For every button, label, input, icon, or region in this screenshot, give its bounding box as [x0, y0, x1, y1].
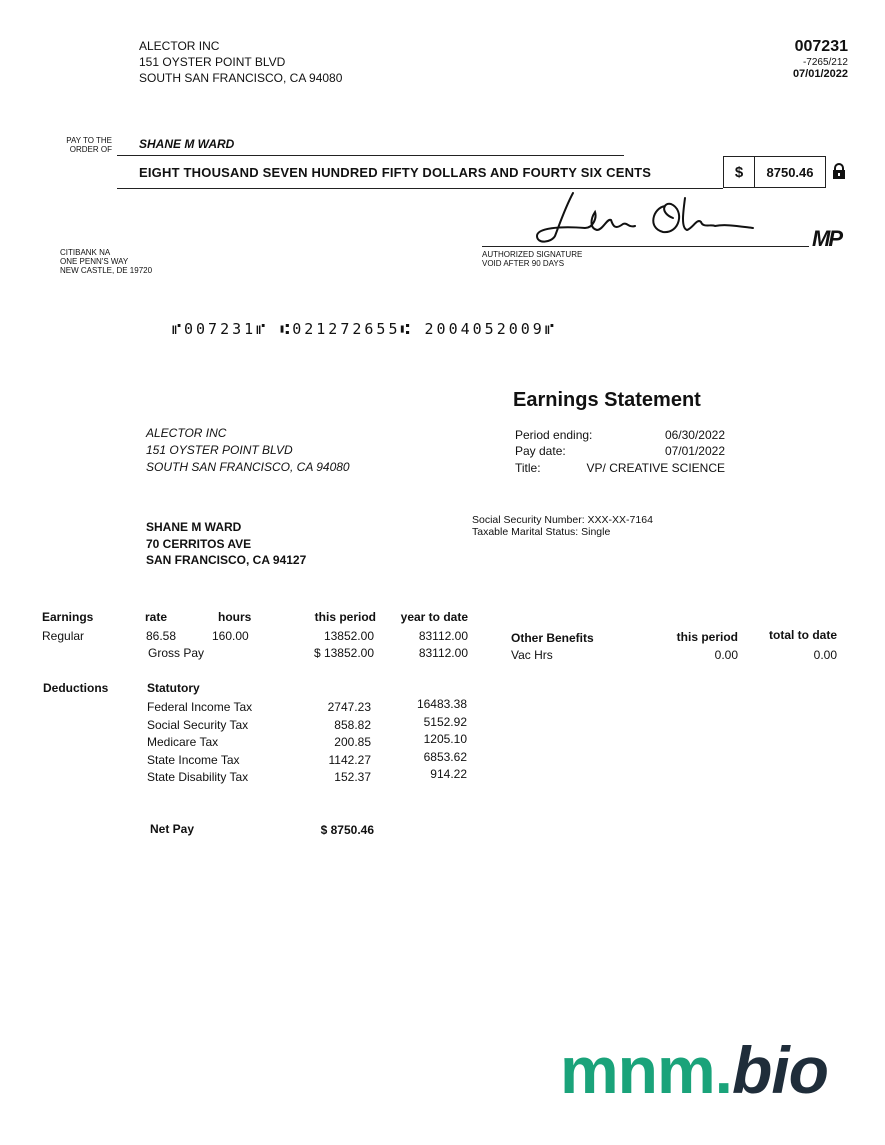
- net-pay-label: Net Pay: [150, 822, 195, 836]
- check-payer-address-line2: SOUTH SAN FRANCISCO, CA 94080: [139, 71, 343, 85]
- employer-address: [146, 425, 350, 476]
- period-ending-value: 06/30/2022: [664, 428, 725, 442]
- benefits-this-period-header: this period: [676, 630, 738, 644]
- col-hours-header: hours: [218, 610, 252, 624]
- benefits-total-header: total to date: [769, 628, 837, 642]
- pay-to-label: [66, 136, 112, 154]
- employer-address-line2: SOUTH SAN FRANCISCO, CA 94080: [146, 460, 350, 474]
- check-amount: 8750.46: [766, 164, 814, 180]
- deduction-ytd: 6853.62: [423, 749, 467, 764]
- other-benefits-label: Other Benefits: [511, 631, 594, 645]
- check-payer-address: [139, 38, 342, 86]
- check-number: 007231: [794, 38, 848, 55]
- employee-name: SHANE M WARD: [146, 520, 242, 534]
- pay-date-label: Pay date:: [515, 444, 566, 458]
- deduction-ytd: 1205.10: [423, 732, 467, 746]
- micr-line: ⑈007231⑈ ⑆021272655⑆ 2004052009⑈: [172, 320, 557, 338]
- mp-logo: MP: [812, 226, 841, 251]
- pay-to-label-line1: PAY TO THE: [66, 136, 112, 145]
- authorized-signature-label: AUTHORIZED SIGNATURE: [482, 250, 583, 259]
- deduction-this-period-column: [328, 699, 371, 787]
- deduction-row-label: Social Security Tax: [147, 717, 249, 732]
- routing-fraction: -7265/212: [802, 57, 848, 68]
- deduction-this-period: 2747.23: [327, 700, 371, 714]
- bank-address-line1: ONE PENN'S WAY: [60, 257, 129, 266]
- bank-address-line2: NEW CASTLE, DE 19720: [60, 266, 153, 275]
- deduction-this-period: 200.85: [334, 735, 371, 749]
- statement-title: Earnings Statement: [513, 389, 701, 411]
- marital-status-line: Taxable Marital Status: Single: [472, 526, 611, 538]
- employee-address-line2: SAN FRANCISCO, CA 94127: [146, 553, 307, 567]
- regular-this-period: 13852.00: [323, 629, 374, 643]
- watermark-part1: mnm.: [560, 1033, 733, 1107]
- deduction-row-label: State Disability Tax: [147, 770, 249, 784]
- watermark-logo: [560, 1032, 828, 1108]
- amount-box: [723, 156, 826, 188]
- regular-label: Regular: [42, 629, 85, 643]
- regular-rate: 86.58: [146, 629, 177, 643]
- earnings-section-label: Earnings: [42, 610, 94, 624]
- deduction-ytd: 16483.38: [416, 697, 467, 711]
- check-payer-name: ALECTOR INC: [139, 39, 220, 53]
- vac-hrs-total: 0.00: [813, 648, 837, 662]
- deduction-ytd-column: [417, 696, 467, 784]
- signature-line: [482, 246, 809, 247]
- regular-hours: 160.00: [212, 629, 249, 643]
- col-this-period-header: this period: [314, 610, 376, 624]
- deduction-this-period: 858.82: [334, 717, 371, 732]
- dollar-sign: $: [724, 157, 755, 187]
- vac-hrs-this-period: 0.00: [714, 648, 738, 662]
- gross-pay-label: Gross Pay: [148, 646, 205, 660]
- deduction-ytd: 914.22: [430, 767, 467, 781]
- check-payer-address-line1: 151 OYSTER POINT BLVD: [139, 55, 286, 69]
- statutory-label: Statutory: [147, 681, 200, 695]
- pay-to-label-line2: ORDER OF: [69, 145, 112, 154]
- gross-this-period: $ 13852.00: [313, 646, 374, 660]
- period-ending-label: Period ending:: [515, 428, 593, 442]
- deduction-labels: [147, 699, 252, 787]
- bank-name: CITIBANK NA: [60, 248, 111, 257]
- deduction-row-label: State Income Tax: [147, 752, 240, 767]
- bank-address: [60, 248, 152, 275]
- job-title-label: Title:: [515, 461, 541, 475]
- watermark-part2: bio: [732, 1033, 828, 1107]
- void-after-label: VOID AFTER 90 DAYS: [482, 259, 565, 268]
- col-ytd-header: year to date: [400, 610, 468, 624]
- employee-address-line1: 70 CERRITOS AVE: [146, 536, 252, 551]
- payee-name: SHANE M WARD: [139, 137, 235, 151]
- deduction-row-label: Medicare Tax: [147, 735, 219, 749]
- employer-name: ALECTOR INC: [146, 426, 227, 440]
- deduction-row-label: Federal Income Tax: [147, 700, 253, 714]
- deduction-this-period: 1142.27: [328, 752, 371, 767]
- pay-date-value: 07/01/2022: [664, 444, 725, 458]
- employer-address-line1: 151 OYSTER POINT BLVD: [146, 443, 293, 457]
- deductions-section-label: Deductions: [43, 681, 109, 695]
- signature-labels: [482, 250, 582, 268]
- regular-ytd: 83112.00: [418, 629, 468, 643]
- deduction-this-period: 152.37: [334, 770, 371, 784]
- deduction-ytd: 5152.92: [423, 714, 467, 729]
- employee-address: [146, 519, 306, 569]
- net-pay-value: $ 8750.46: [320, 823, 374, 837]
- signature: [515, 188, 765, 253]
- payee-line: [117, 155, 624, 156]
- check-date: 07/01/2022: [792, 68, 848, 80]
- vac-hrs-label: Vac Hrs: [511, 648, 553, 662]
- ssn-line: Social Security Number: XXX-XX-7164: [472, 514, 653, 526]
- employee-tax-info: [472, 514, 653, 538]
- gross-ytd: 83112.00: [418, 646, 468, 660]
- amount-in-words: EIGHT THOUSAND SEVEN HUNDRED FIFTY DOLLARS AND FOURTY SIX CENTS: [139, 165, 652, 180]
- job-title-value: VP/ CREATIVE SCIENCE: [586, 461, 725, 475]
- lock-icon: [832, 163, 846, 184]
- col-rate-header: rate: [145, 610, 168, 624]
